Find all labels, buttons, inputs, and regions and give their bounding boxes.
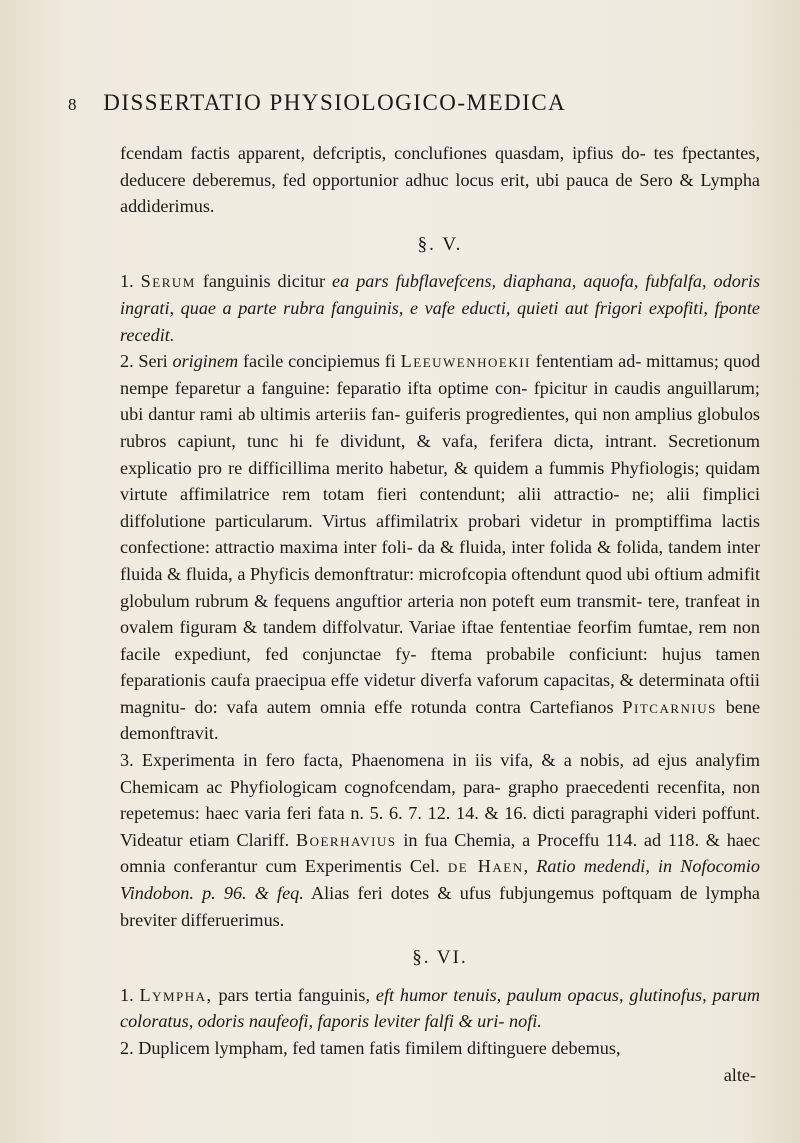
item-number: 2. (120, 1038, 134, 1058)
author-de-haen: de Haen (447, 856, 524, 877)
running-header (68, 90, 760, 116)
definition-serum: ea pars fubflavefcens, diaphana, aquofa, fubfalfa, odoris ingrati, quae a parte rubra fanguinis, e vafe educti, quieti aut frigori expofiti, fponte recedit. (120, 271, 761, 345)
text-run: Duplicem lympham, fed tamen fatis fimilem diftinguere debemus, (138, 1038, 621, 1058)
paragraph-v-3 (120, 747, 760, 933)
paragraph-vi-2 (120, 1035, 760, 1062)
text-run: pars tertia fanguinis, (218, 984, 371, 1005)
text-run: facile concipiemus fi (242, 351, 396, 372)
section-heading-vi: §. VI. (412, 947, 468, 969)
term-lympha: Lympha, (139, 984, 213, 1005)
term-serum: Serum (140, 271, 196, 292)
running-title: DISSERTATIO PHYSIOLOGICO-MEDICA (103, 90, 567, 115)
paragraph-v-1 (120, 268, 760, 348)
text-run: bene demonftravit. (120, 696, 761, 744)
work-citation: Ratio medendi, in Nofocomio Vindobon. p. 96. & feq. (120, 856, 761, 904)
text-run: in fua Chemia, a Proceffu 114. ad 118. & haec omnia conferantur cum Experimentis Cel. (120, 829, 761, 877)
text-run: fententiam ad- mittamus; quod nempe feparetur a fanguine: feparatio ifta optime con- fpicitur in caudis anguillarum; ubi dantur rami ab ultimis arteriis fan- guiferis progredientes, qui non amplius globulos rubros capiunt, tunc hi fe dividunt, & vafa, ferifera dicta, intrant. Secretionum explicatio pro re difficillima merito habetur, & quidem a fummis Phyfiologis; quidam virtute affimilatrice rem totam fieri contendunt; alii attractio- ne; alii fimplici diffolutione particularum. Virtus affimilatrix probari videtur in promptiffima lactis confectione: attractio maxima inter foli- da & fluida, inter folida & folida, tandem inter fluida & fluida, a Phyficis demonftratur: microfcopia oftendunt quod ubi oftium admifit globulum rubrum & fequens anguftior arteria non poteft eum transmit- tere, tranfeat in ovalem figuram & tandem diffolvatur. Variae iftae fententiae feorfim fumtae, rem non facile expediunt, fed conjunctae fy- ftema probabile conficiunt: hujus tamen feparationis caufa praecipua effe videtur diverfa vaforum capacitas, & determinata oftii magnitu- do: vafa autem omnia effe rotunda contra Cartefianos (120, 351, 761, 717)
text-run: Alias feri dotes & ufus fubjungemus poftquam de lympha breviter differuerimus. (120, 883, 760, 930)
text-run: Seri (138, 351, 168, 372)
paragraph-v-2 (120, 348, 760, 747)
catchword: alte- (723, 1064, 756, 1085)
item-number: 1. (120, 271, 134, 292)
body-text (120, 140, 760, 1088)
section-heading-v: §. V. (417, 233, 463, 255)
author-leeuwenhoek: Leeuwenhoekii (400, 351, 531, 372)
item-number: 2. (120, 351, 134, 372)
item-number: 1. (120, 984, 134, 1005)
text-run: fanguinis dicitur (202, 271, 326, 292)
intro-paragraph: fcendam factis apparent, defcriptis, conclufiones quasdam, ipfius do- tes fpectantes, deducere deberemus, fed opportunior adhuc locus erit, ubi pauca de Sero & Lympha addiderimus. (120, 143, 760, 217)
author-boerhavius: Boerhavius (295, 829, 397, 850)
author-pitcarnius: Pitcarnius (622, 696, 717, 717)
paragraph-vi-1 (120, 982, 760, 1035)
text-run-italic: originem (172, 351, 239, 372)
item-number: 3. (120, 750, 134, 771)
text-run: Experimenta in fero facta, Phaenomena in iis vifa, & a nobis, ad ejus analyfim Chemicam ac Phyfiologicam cognofcendam, para- grapho praecedenti recenfita, non repetemus: haec varia feri fata n. 5. 6. 7. 12. 14. & 16. dicti paragraphi videri poffunt. Videatur etiam Clariff. (120, 750, 761, 850)
text-run: , (523, 856, 529, 877)
definition-lympha: eft humor tenuis, paulum opacus, glutinofus, parum coloratus, odoris naufeofi, faporis leviter falfi & uri- nofi. (120, 984, 761, 1032)
page-number: 8 (68, 95, 78, 114)
